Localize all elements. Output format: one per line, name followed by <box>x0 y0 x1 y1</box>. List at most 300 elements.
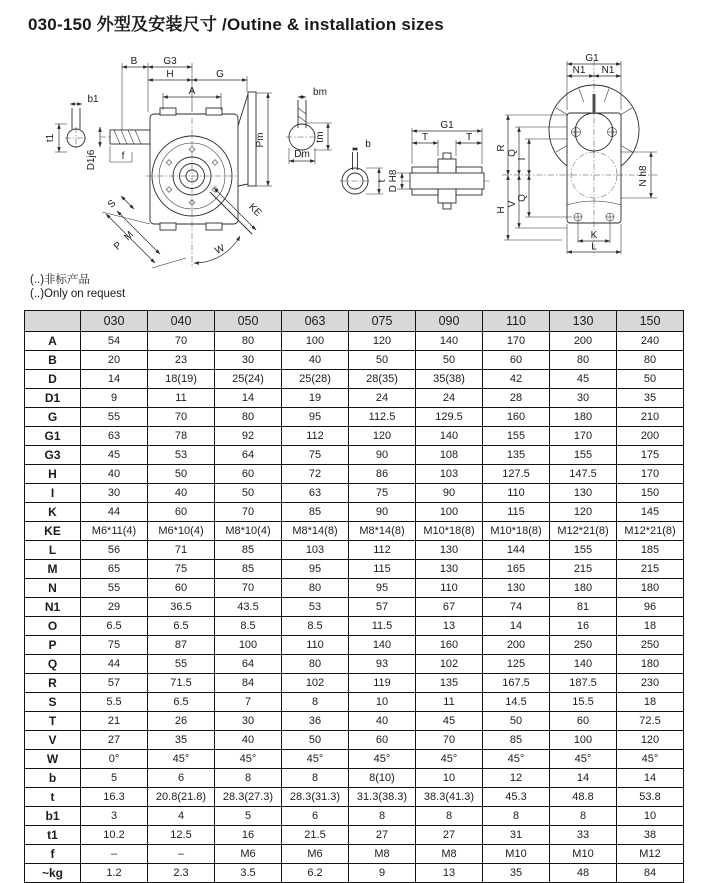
table-row <box>25 465 684 484</box>
table-cell: 60 <box>215 465 282 484</box>
table-cell: 6 <box>148 769 215 788</box>
row-label: G1 <box>25 427 81 446</box>
row-label: O <box>25 617 81 636</box>
table-cell: 60 <box>148 579 215 598</box>
table-cell: 87 <box>148 636 215 655</box>
table-cell: 71 <box>148 541 215 560</box>
column-header: 040 <box>148 311 215 332</box>
table-cell: 21 <box>81 712 148 731</box>
table-cell: 102 <box>282 674 349 693</box>
table-cell: 81 <box>550 598 617 617</box>
table-cell: 85 <box>215 560 282 579</box>
table-cell: 180 <box>617 655 684 674</box>
table-cell: 11 <box>416 693 483 712</box>
row-label: D1 <box>25 389 81 408</box>
table-cell: 55 <box>81 408 148 427</box>
dim-label-Nh8: N h8 <box>638 165 649 187</box>
row-label: f <box>25 845 81 864</box>
column-header: 063 <box>282 311 349 332</box>
table-cell: M8 <box>416 845 483 864</box>
dim-label-Q-bottom: Q <box>517 194 528 202</box>
table-cell: 8 <box>483 807 550 826</box>
table-cell: 6 <box>282 807 349 826</box>
table-cell: 92 <box>215 427 282 446</box>
table-cell: 5 <box>81 769 148 788</box>
table-cell: 180 <box>550 408 617 427</box>
column-header: 150 <box>617 311 684 332</box>
table-cell: 135 <box>483 446 550 465</box>
table-cell: 110 <box>483 484 550 503</box>
table-cell: 60 <box>550 712 617 731</box>
table-row <box>25 712 684 731</box>
table-cell: 80 <box>550 351 617 370</box>
table-cell: 175 <box>617 446 684 465</box>
table-cell: 6.2 <box>282 864 349 883</box>
table-cell: 1.2 <box>81 864 148 883</box>
table-cell: 4 <box>148 807 215 826</box>
table-cell: 6.5 <box>148 693 215 712</box>
table-cell: 74 <box>483 598 550 617</box>
dim-label-V: V <box>507 200 518 208</box>
table-cell: 95 <box>349 579 416 598</box>
table-cell: 12.5 <box>148 826 215 845</box>
table-cell: 215 <box>550 560 617 579</box>
table-cell: 130 <box>416 541 483 560</box>
dim-label-H-side: H <box>496 206 507 214</box>
table-cell: 30 <box>550 389 617 408</box>
table-cell: 90 <box>349 446 416 465</box>
table-cell: 90 <box>416 484 483 503</box>
table-cell: 5 <box>215 807 282 826</box>
dim-label-S: S <box>105 197 119 211</box>
table-cell: 10 <box>349 693 416 712</box>
table-cell: 35 <box>148 731 215 750</box>
table-cell: M10 <box>483 845 550 864</box>
table-cell: 112 <box>282 427 349 446</box>
dim-label-M: M <box>122 229 137 244</box>
row-label: b1 <box>25 807 81 826</box>
table-cell: 210 <box>617 408 684 427</box>
table-cell: 103 <box>282 541 349 560</box>
table-cell: 25(24) <box>215 370 282 389</box>
table-cell: 140 <box>550 655 617 674</box>
table-corner-cell <box>25 311 81 332</box>
table-cell: M8 <box>349 845 416 864</box>
table-cell: 24 <box>416 389 483 408</box>
table-cell: 7 <box>215 693 282 712</box>
table-cell: 120 <box>550 503 617 522</box>
table-row <box>25 408 684 427</box>
table-cell: 35 <box>483 864 550 883</box>
table-cell: 70 <box>148 332 215 351</box>
table-cell: 8 <box>349 807 416 826</box>
dim-label-I: I <box>517 157 528 161</box>
dim-label-L: L <box>591 241 597 253</box>
table-cell: 60 <box>148 503 215 522</box>
table-cell: 170 <box>550 427 617 446</box>
table-cell: 11.5 <box>349 617 416 636</box>
dim-label-b1: b1 <box>87 94 99 105</box>
table-cell: 108 <box>416 446 483 465</box>
table-cell: 30 <box>81 484 148 503</box>
row-label: N1 <box>25 598 81 617</box>
table-cell: 50 <box>148 465 215 484</box>
table-cell: 24 <box>349 389 416 408</box>
row-label: T <box>25 712 81 731</box>
table-row <box>25 617 684 636</box>
table-cell: 75 <box>81 636 148 655</box>
table-cell: 100 <box>215 636 282 655</box>
row-label: ~kg <box>25 864 81 883</box>
table-cell: 20 <box>81 351 148 370</box>
notes <box>30 273 125 301</box>
table-cell: 85 <box>215 541 282 560</box>
table-cell: 40 <box>282 351 349 370</box>
table-cell: 10 <box>617 807 684 826</box>
table-cell: 80 <box>215 332 282 351</box>
table-cell: 65 <box>81 560 148 579</box>
table-cell: 48.8 <box>550 788 617 807</box>
table-cell: 80 <box>215 408 282 427</box>
motor-shaft-view <box>286 87 332 164</box>
table-cell: 30 <box>215 712 282 731</box>
table-cell: 45.3 <box>483 788 550 807</box>
table-cell: 78 <box>148 427 215 446</box>
row-label: KE <box>25 522 81 541</box>
table-cell: 19 <box>282 389 349 408</box>
table-cell: – <box>81 845 148 864</box>
dim-label-Dm: Dm <box>294 149 310 160</box>
table-cell: 50 <box>282 731 349 750</box>
table-row <box>25 351 684 370</box>
table-cell: 54 <box>81 332 148 351</box>
table-cell: 165 <box>483 560 550 579</box>
table-cell: 50 <box>349 351 416 370</box>
column-header: 110 <box>483 311 550 332</box>
table-cell: 71.5 <box>148 674 215 693</box>
row-label: M <box>25 560 81 579</box>
table-cell: 167.5 <box>483 674 550 693</box>
table-cell: M12*21(8) <box>550 522 617 541</box>
table-cell: 40 <box>148 484 215 503</box>
table-cell: 8.5 <box>282 617 349 636</box>
table-cell: 75 <box>282 446 349 465</box>
table-cell: 127.5 <box>483 465 550 484</box>
table-cell: 95 <box>282 408 349 427</box>
table-cell: 28.3(27.3) <box>215 788 282 807</box>
table-cell: 102 <box>416 655 483 674</box>
table-cell: 14 <box>81 370 148 389</box>
table-cell: M10 <box>550 845 617 864</box>
table-cell: 28(35) <box>349 370 416 389</box>
table-cell: 14 <box>483 617 550 636</box>
table-cell: 3 <box>81 807 148 826</box>
table-cell: 112.5 <box>349 408 416 427</box>
table-cell: 42 <box>483 370 550 389</box>
table-cell: 215 <box>617 560 684 579</box>
table-cell: 57 <box>349 598 416 617</box>
table-cell: 55 <box>148 655 215 674</box>
table-cell: 14 <box>550 769 617 788</box>
row-label: H <box>25 465 81 484</box>
table-cell: 50 <box>483 712 550 731</box>
dim-label-f: f <box>121 151 125 162</box>
dim-label-G3: G3 <box>163 56 177 67</box>
table-cell: 6.5 <box>148 617 215 636</box>
table-cell: 64 <box>215 446 282 465</box>
table-cell: 44 <box>81 655 148 674</box>
table-cell: 70 <box>416 731 483 750</box>
table-cell: 36.5 <box>148 598 215 617</box>
table-cell: 5.5 <box>81 693 148 712</box>
table-cell: 200 <box>617 427 684 446</box>
bore-view <box>340 139 388 194</box>
table-cell: 3.5 <box>215 864 282 883</box>
table-cell: 28.3(31.3) <box>282 788 349 807</box>
table-cell: 187.5 <box>550 674 617 693</box>
table-cell: 84 <box>215 674 282 693</box>
table-cell: M12*21(8) <box>617 522 684 541</box>
table-cell: 57 <box>81 674 148 693</box>
table-row <box>25 598 684 617</box>
table-row <box>25 693 684 712</box>
row-label: G3 <box>25 446 81 465</box>
row-label: B <box>25 351 81 370</box>
table-cell: 8 <box>416 807 483 826</box>
table-cell: 53 <box>282 598 349 617</box>
page-title: 030-150 外型及安装尺寸 /Outine & installation sizes <box>28 15 444 34</box>
table-cell: M10*18(8) <box>483 522 550 541</box>
column-header: 050 <box>215 311 282 332</box>
table-cell: 85 <box>282 503 349 522</box>
dim-label-G: G <box>216 69 224 80</box>
row-label: N <box>25 579 81 598</box>
table-cell: 140 <box>416 427 483 446</box>
dim-label-B: B <box>130 56 138 67</box>
row-label: b <box>25 769 81 788</box>
table-cell: 40 <box>81 465 148 484</box>
table-cell: 50 <box>416 351 483 370</box>
table-cell: 250 <box>550 636 617 655</box>
row-label: Q <box>25 655 81 674</box>
table-header-row <box>25 311 684 332</box>
table-row <box>25 826 684 845</box>
table-cell: 170 <box>483 332 550 351</box>
table-cell: 50 <box>617 370 684 389</box>
table-row <box>25 522 684 541</box>
table-cell: M6 <box>282 845 349 864</box>
table-cell: 185 <box>617 541 684 560</box>
table-cell: M8*14(8) <box>349 522 416 541</box>
dim-label-H: H <box>166 69 174 80</box>
table-cell: 8 <box>282 693 349 712</box>
table-cell: 120 <box>349 427 416 446</box>
dim-label-t1: t1 <box>45 133 56 143</box>
dim-label-bm: bm <box>313 87 327 98</box>
table-cell: 90 <box>349 503 416 522</box>
table-cell: 45° <box>617 750 684 769</box>
table-cell: 18 <box>617 617 684 636</box>
table-cell: 16 <box>550 617 617 636</box>
row-label: K <box>25 503 81 522</box>
table-cell: 80 <box>617 351 684 370</box>
table-cell: 45° <box>416 750 483 769</box>
shaft-section-view <box>388 120 491 209</box>
table-cell: 45° <box>550 750 617 769</box>
table-cell: 180 <box>617 579 684 598</box>
table-cell: 8.5 <box>215 617 282 636</box>
row-label: S <box>25 693 81 712</box>
table-cell: 8 <box>550 807 617 826</box>
row-label: A <box>25 332 81 351</box>
table-cell: 18(19) <box>148 370 215 389</box>
table-cell: 45° <box>148 750 215 769</box>
table-cell: 85 <box>483 731 550 750</box>
table-cell: 45 <box>550 370 617 389</box>
table-cell: 18 <box>617 693 684 712</box>
dim-label-b: b <box>365 139 371 150</box>
table-cell: 70 <box>148 408 215 427</box>
table-row <box>25 503 684 522</box>
table-cell: 29 <box>81 598 148 617</box>
table-cell: 70 <box>215 579 282 598</box>
table-cell: 144 <box>483 541 550 560</box>
table-cell: 100 <box>282 332 349 351</box>
table-cell: 135 <box>416 674 483 693</box>
dim-label-KE: KE <box>246 201 264 219</box>
table-cell: 64 <box>215 655 282 674</box>
table-cell: 12 <box>483 769 550 788</box>
table-cell: 120 <box>349 332 416 351</box>
table-cell: 63 <box>282 484 349 503</box>
table-row <box>25 750 684 769</box>
table-cell: 200 <box>483 636 550 655</box>
table-cell: 6.5 <box>81 617 148 636</box>
table-cell: 14 <box>215 389 282 408</box>
table-row <box>25 579 684 598</box>
table-cell: 2.3 <box>148 864 215 883</box>
table-cell: 50 <box>215 484 282 503</box>
table-cell: 110 <box>416 579 483 598</box>
table-cell: 45 <box>416 712 483 731</box>
table-cell: 45° <box>483 750 550 769</box>
table-cell: 155 <box>550 541 617 560</box>
table-cell: 38 <box>617 826 684 845</box>
table-cell: 55 <box>81 579 148 598</box>
table-cell: 120 <box>617 731 684 750</box>
table-row <box>25 788 684 807</box>
row-label: t1 <box>25 826 81 845</box>
table-row <box>25 769 684 788</box>
dim-label-d1j6: D1j6 <box>86 149 97 171</box>
table-cell: 44 <box>81 503 148 522</box>
table-cell: 45° <box>349 750 416 769</box>
table-cell: 145 <box>617 503 684 522</box>
table-cell: 155 <box>483 427 550 446</box>
table-cell: 31 <box>483 826 550 845</box>
table-cell: 35 <box>617 389 684 408</box>
front-view <box>45 56 272 268</box>
table-cell: 100 <box>416 503 483 522</box>
table-cell: 10 <box>416 769 483 788</box>
table-cell: 53.8 <box>617 788 684 807</box>
row-label: R <box>25 674 81 693</box>
table-cell: 147.5 <box>550 465 617 484</box>
technical-drawings <box>0 50 706 275</box>
table-cell: M8*14(8) <box>282 522 349 541</box>
table-cell: 60 <box>483 351 550 370</box>
table-cell: 150 <box>617 484 684 503</box>
table-cell: 45° <box>282 750 349 769</box>
table-cell: 14 <box>617 769 684 788</box>
table-cell: 63 <box>81 427 148 446</box>
table-cell: 80 <box>282 579 349 598</box>
table-cell: 16.3 <box>81 788 148 807</box>
table-cell: 0° <box>81 750 148 769</box>
table-cell: – <box>148 845 215 864</box>
dim-label-t: t <box>377 179 388 183</box>
table-row <box>25 655 684 674</box>
table-cell: 240 <box>617 332 684 351</box>
table-cell: 56 <box>81 541 148 560</box>
table-cell: 30 <box>215 351 282 370</box>
table-cell: 53 <box>148 446 215 465</box>
technical-drawing-svg <box>0 50 706 275</box>
table-row <box>25 807 684 826</box>
table-cell: 31.3(38.3) <box>349 788 416 807</box>
table-cell: 160 <box>416 636 483 655</box>
table-cell: 115 <box>349 560 416 579</box>
table-row <box>25 389 684 408</box>
table-cell: 21.5 <box>282 826 349 845</box>
table-cell: 125 <box>483 655 550 674</box>
table-cell: 13 <box>416 864 483 883</box>
table-cell: 8 <box>215 769 282 788</box>
dim-label-R: R <box>496 144 507 152</box>
table-cell: 27 <box>349 826 416 845</box>
note-only-on-request: (..)Only on request <box>30 288 126 300</box>
table-cell: 93 <box>349 655 416 674</box>
table-cell: M6*11(4) <box>81 522 148 541</box>
table-cell: 40 <box>215 731 282 750</box>
row-label: t <box>25 788 81 807</box>
table-cell: 119 <box>349 674 416 693</box>
table-cell: 70 <box>215 503 282 522</box>
table-cell: 110 <box>282 636 349 655</box>
table-cell: 75 <box>148 560 215 579</box>
table-cell: 67 <box>416 598 483 617</box>
side-view <box>496 53 658 256</box>
table-cell: 15.5 <box>550 693 617 712</box>
table-cell: 16 <box>215 826 282 845</box>
dim-label-T-right: T <box>465 132 473 143</box>
table-cell: 155 <box>550 446 617 465</box>
table-cell: 250 <box>617 636 684 655</box>
note-nonstandard-cn: (..)非标产品 <box>30 274 91 286</box>
table-cell: 8 <box>282 769 349 788</box>
row-label: G <box>25 408 81 427</box>
table-cell: 130 <box>416 560 483 579</box>
table-row <box>25 484 684 503</box>
table-cell: 28 <box>483 389 550 408</box>
dim-label-G1-side: G1 <box>585 53 599 64</box>
row-label: V <box>25 731 81 750</box>
table-cell: M8*10(4) <box>215 522 282 541</box>
table-cell: M10*18(8) <box>416 522 483 541</box>
table-cell: 13 <box>416 617 483 636</box>
table-cell: M6*10(4) <box>148 522 215 541</box>
dimension-table <box>24 310 684 883</box>
